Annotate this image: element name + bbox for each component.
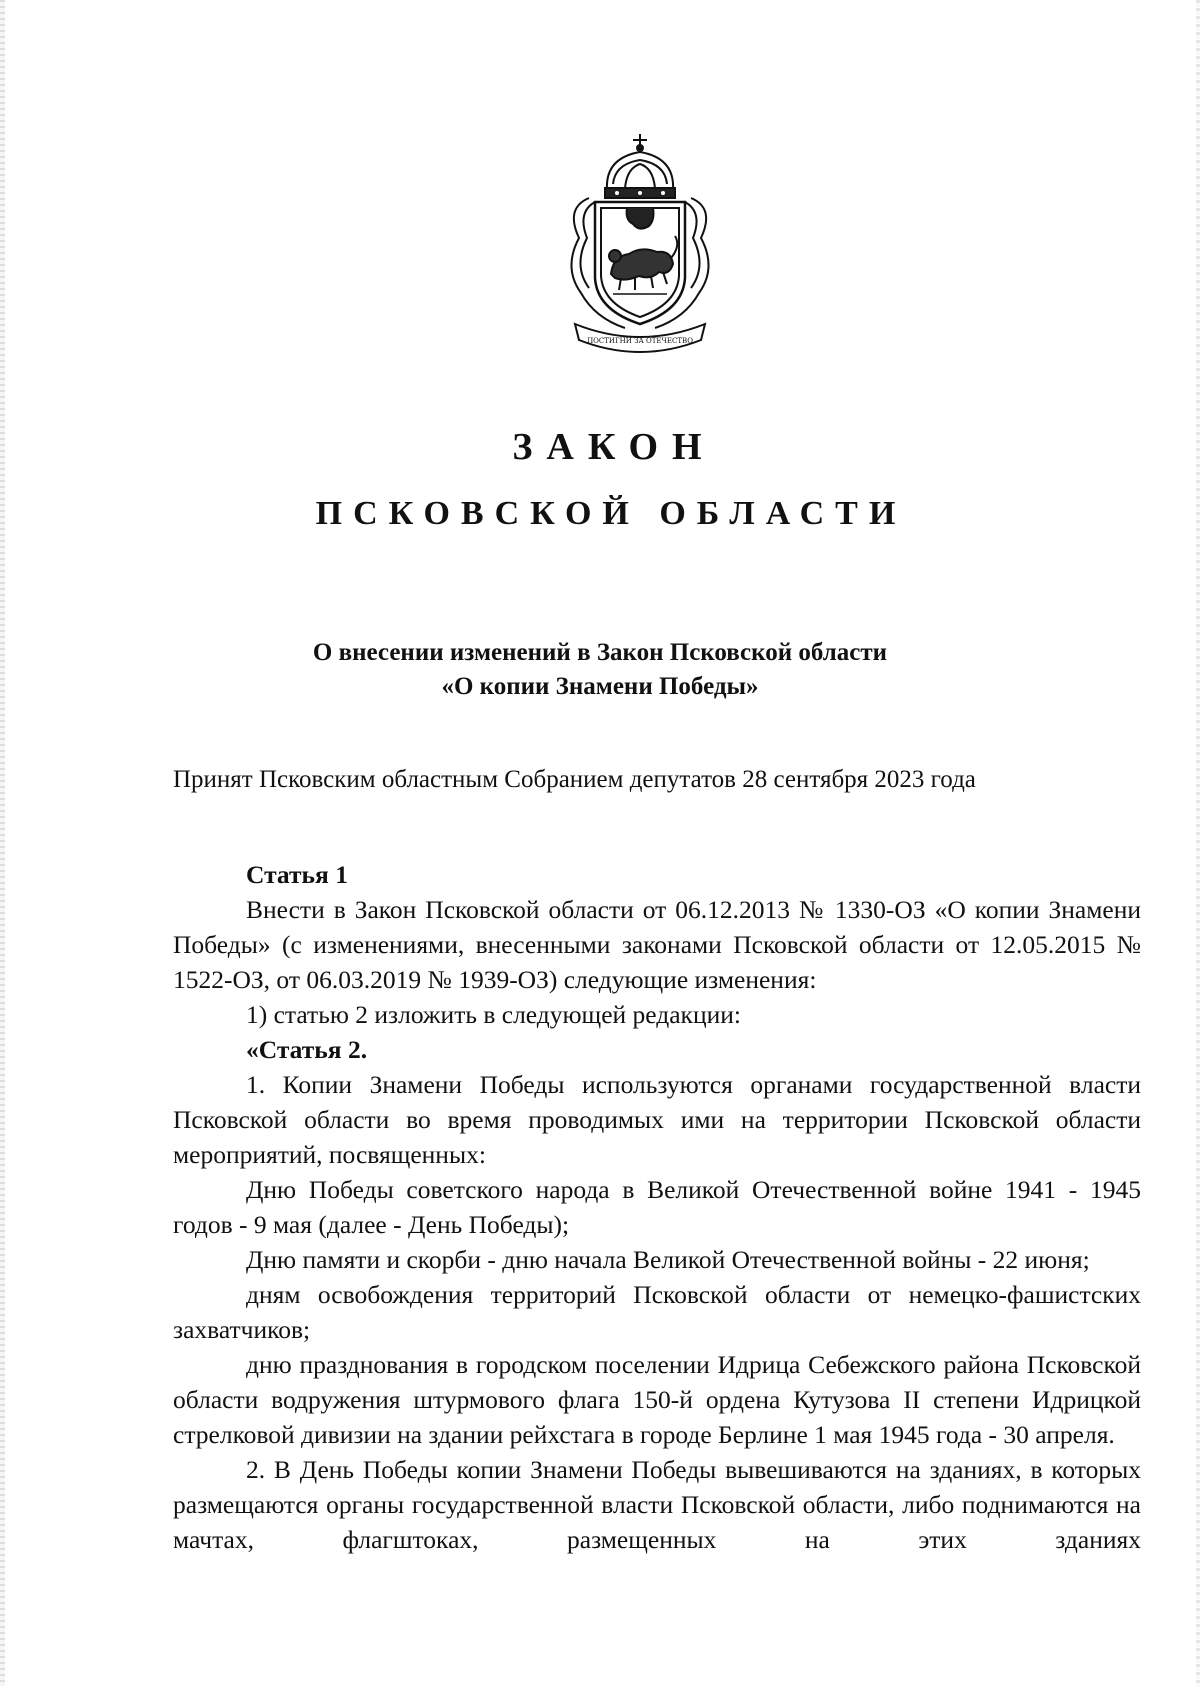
law-subject-line-2: «О копии Знамени Победы» — [441, 673, 759, 700]
law-subject — [0, 636, 1200, 704]
article-heading: Статья 1 — [246, 860, 348, 889]
paragraph: Дню Победы советского народа в Великой Отечественной войне 1941 - 1945 годов - 9 мая (далее - День Победы); — [173, 1175, 1141, 1239]
law-subject-line-1: О внесении изменений в Закон Псковской области — [312, 639, 888, 666]
motto-ribbon-text: ПОСТИГНИ ЗА ОТЕЧЕСТВО — [587, 337, 693, 345]
scan-edge-right — [1196, 0, 1200, 1686]
paragraph: дням освобождения территорий Псковской области от немецко-фашистских захватчиков; — [173, 1280, 1141, 1344]
coat-of-arms-emblem — [555, 128, 725, 368]
paragraph: дню празднования в городском поселении Идрица Себежского района Псковской области водружения штурмового флага 150-й ордена Кутузова II степени Идрицкой стрелковой дивизии на здании рейхстага в городе Берлине 1 мая 1945 года - 30 апреля. — [173, 1350, 1141, 1449]
paragraph: 1. Копии Знамени Победы используются органами государственной власти Псковской области во время проводимых ими на территории Псковской области мероприятий, посвященных: — [173, 1070, 1141, 1169]
document-title: ЗАКОН — [512, 426, 716, 468]
scan-edge-left — [0, 0, 5, 1686]
adoption-statement: Принят Псковским областным Собранием депутатов 28 сентября 2023 года — [173, 766, 976, 793]
paragraph: 2. В День Победы копии Знамени Победы вывешиваются на зданиях, в которых размещаются органы государственной власти Псковской области, либо поднимаются на мачтах, флагштоках, размещенных на этих зданиях — [173, 1455, 1141, 1554]
amendment-item: 1) статью 2 изложить в следующей редакции: — [246, 1000, 741, 1029]
law-body — [173, 857, 1141, 1557]
document-subtitle: ПСКОВСКОЙ ОБЛАСТИ — [315, 495, 907, 532]
quoted-article-heading: «Статья 2. — [246, 1035, 368, 1064]
paragraph: Дню памяти и скорби - дню начала Великой Отечественной войны - 22 июня; — [246, 1245, 1090, 1274]
article-intro-paragraph: Внести в Закон Псковской области от 06.12.2013 № 1330-ОЗ «О копии Знамени Победы» (с изменениями, внесенными законами Псковской области от 12.05.2015 № 1522-ОЗ, от 06.03.2019 № 1939-ОЗ) следующие изменения: — [173, 895, 1141, 994]
